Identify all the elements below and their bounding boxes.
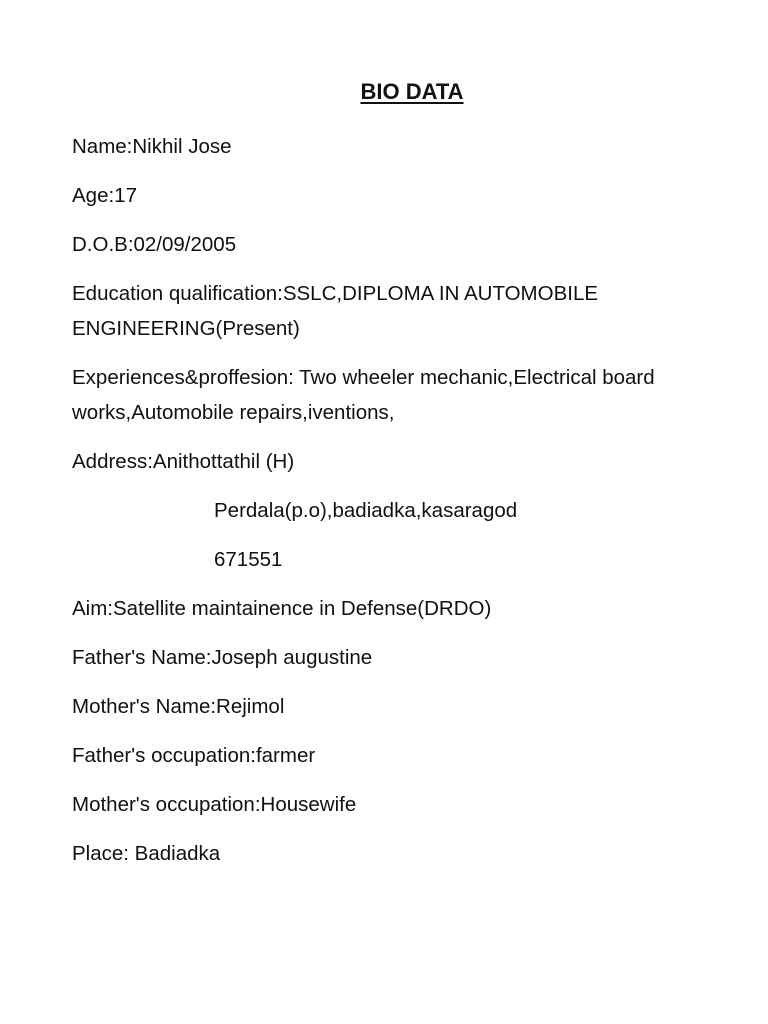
place-line: Place: Badiadka [72,842,221,865]
mother-name-line: Mother's Name:Rejimol [72,695,285,718]
aim-line: Aim:Satellite maintainence in Defense(DRDO) [72,597,492,620]
age-line: Age:17 [72,184,137,207]
education-line: Education qualification:SSLC,DIPLOMA IN AUTOMOBILE ENGINEERING(Present) [72,282,599,340]
dob-line: D.O.B:02/09/2005 [72,233,237,256]
address-line-1: Address:Anithottathil (H) [72,450,295,473]
experience-line: Experiences&proffesion: Two wheeler mechanic,Electrical board works,Automobile repairs,iventions, [72,366,655,424]
document-title: BIO DATA [360,79,464,104]
father-occupation-line: Father's occupation:farmer [72,744,316,767]
address-line-2: Perdala(p.o),badiadka,kasaragod [214,499,518,522]
name-line: Name:Nikhil Jose [72,135,232,158]
address-line-3: 671551 [214,548,283,571]
bio-data-body [72,129,692,885]
father-name-line: Father's Name:Joseph augustine [72,646,373,669]
mother-occupation-line: Mother's occupation:Housewife [72,793,357,816]
